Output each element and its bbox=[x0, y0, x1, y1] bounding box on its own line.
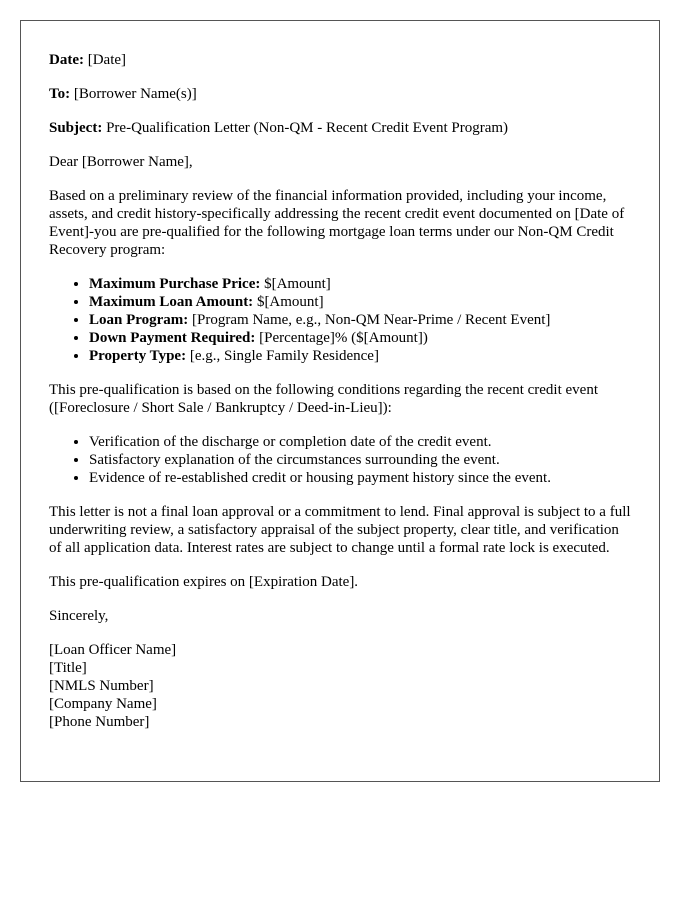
salutation: Dear [Borrower Name], bbox=[49, 154, 193, 170]
term-label: Loan Program: bbox=[89, 312, 189, 328]
expiration-line: This pre-qualification expires on [Expiration Date]. bbox=[49, 574, 359, 590]
term-label: Down Payment Required: bbox=[89, 330, 256, 346]
term-max-loan-amount bbox=[89, 293, 631, 311]
conditions-list bbox=[49, 433, 631, 487]
term-max-purchase-price bbox=[89, 275, 631, 293]
date-value: [Date] bbox=[87, 52, 127, 68]
condition-item: • Satisfactory explanation of the circumstances surrounding the event. bbox=[89, 451, 631, 469]
closing-line: Sincerely, bbox=[49, 608, 109, 624]
signature-name: [Loan Officer Name] bbox=[49, 642, 177, 658]
term-property-type bbox=[89, 347, 631, 365]
subject-value: Pre-Qualification Letter (Non-QM - Recent Credit Event Program) bbox=[106, 120, 509, 136]
term-value: $[Amount] bbox=[256, 294, 324, 310]
to-value: [Borrower Name(s)] bbox=[73, 86, 197, 102]
intro-paragraph: Based on a preliminary review of the financial information provided, including your income, assets, and credit history-specifically addressing the recent credit event documented on [Date of Event]-you are pre-qualified for the following mortgage loan terms under our Non-QM Credit Recovery program: bbox=[49, 188, 625, 258]
signature-title: [Title] bbox=[49, 660, 87, 676]
conditions-intro: This pre-qualification is based on the following conditions regarding the recent credit event ([Foreclosure / Short Sale / Bankruptcy / Deed-in-Lieu]): bbox=[49, 382, 598, 416]
signature-nmls: [NMLS Number] bbox=[49, 678, 154, 694]
term-value: [Program Name, e.g., Non-QM Near-Prime / Recent Event] bbox=[192, 312, 551, 328]
subject-label: Subject: bbox=[49, 120, 103, 136]
signature-phone: [Phone Number] bbox=[49, 714, 150, 730]
term-label: Property Type: bbox=[89, 348, 187, 364]
term-down-payment bbox=[89, 329, 631, 347]
to-line bbox=[49, 85, 631, 103]
subject-line bbox=[49, 119, 631, 137]
loan-terms-list bbox=[49, 275, 631, 365]
term-value: [e.g., Single Family Residence] bbox=[189, 348, 379, 364]
term-value: [Percentage]% ($[Amount]) bbox=[259, 330, 428, 346]
date-label: Date: bbox=[49, 52, 84, 68]
condition-item: • Evidence of re-established credit or housing payment history since the event. bbox=[89, 469, 631, 487]
term-value: $[Amount] bbox=[264, 276, 331, 292]
signature-company: [Company Name] bbox=[49, 696, 157, 712]
term-label: Maximum Loan Amount: bbox=[89, 294, 254, 310]
date-line bbox=[49, 51, 631, 69]
to-label: To: bbox=[49, 86, 71, 102]
disclaimer-paragraph: This letter is not a final loan approval or a commitment to lend. Final approval is subject to a full underwriting review, a satisfactory appraisal of the subject property, clear title, and verification of all application data. Interest rates are subject to change until a formal rate lock is executed. bbox=[49, 504, 631, 556]
signature-block bbox=[49, 641, 631, 731]
term-loan-program bbox=[89, 311, 631, 329]
term-label: Maximum Purchase Price: bbox=[89, 276, 261, 292]
letter-page bbox=[20, 20, 660, 782]
condition-item: • Verification of the discharge or completion date of the credit event. bbox=[89, 433, 631, 451]
